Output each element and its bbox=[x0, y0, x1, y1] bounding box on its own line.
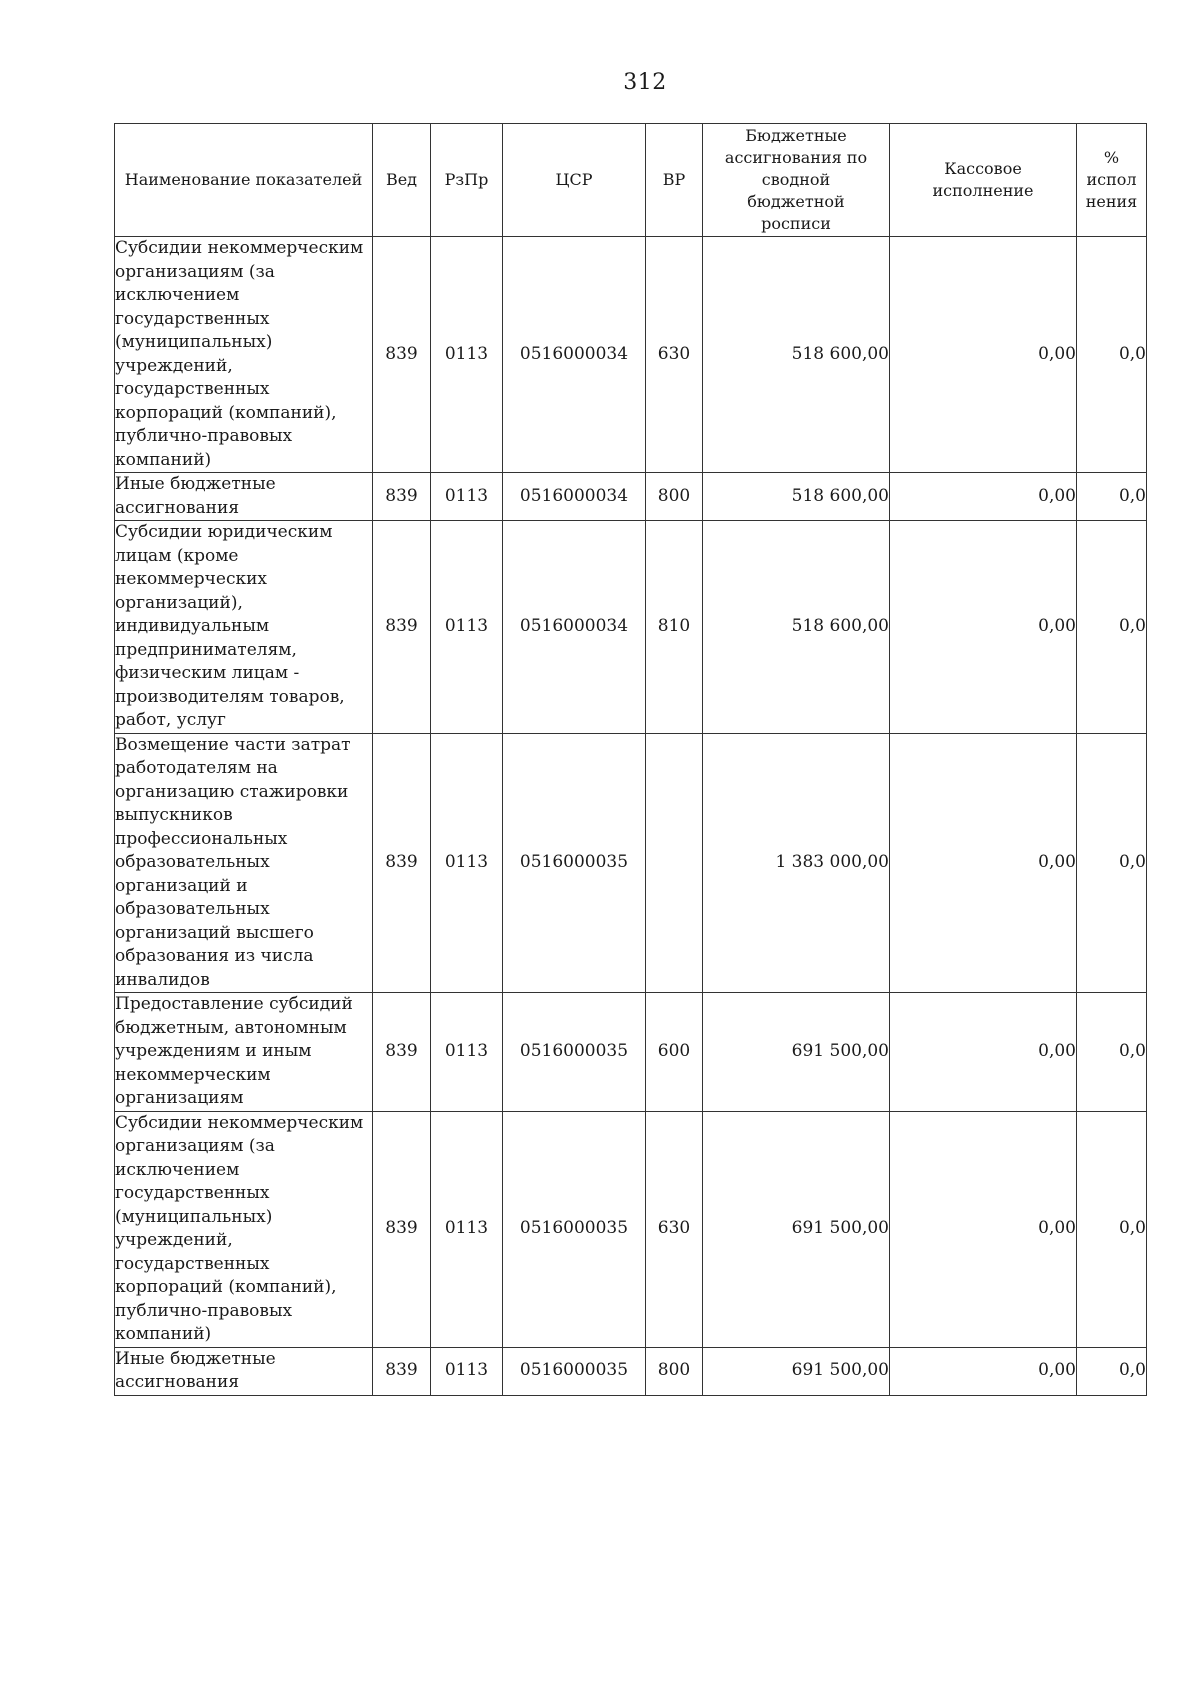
row-csr: 0516000034 bbox=[503, 473, 646, 521]
row-budget: 518 600,00 bbox=[703, 473, 890, 521]
row-cash: 0,00 bbox=[890, 237, 1077, 473]
row-cash: 0,00 bbox=[890, 473, 1077, 521]
row-pct: 0,0 bbox=[1077, 1111, 1147, 1347]
row-rzpr: 0113 bbox=[431, 1347, 503, 1395]
row-ved: 839 bbox=[373, 993, 431, 1112]
row-pct: 0,0 bbox=[1077, 993, 1147, 1112]
header-cash: Кассовое исполнение bbox=[890, 124, 1077, 237]
row-pct: 0,0 bbox=[1077, 733, 1147, 993]
row-budget: 691 500,00 bbox=[703, 1347, 890, 1395]
header-csr: ЦСР bbox=[503, 124, 646, 237]
row-ved: 839 bbox=[373, 237, 431, 473]
row-name: Субсидии юридическим лицам (кроме некоммерческих организаций), индивидуальным предпринимателям, физическим лицам - производителям товаров, работ, услуг bbox=[115, 521, 373, 734]
row-rzpr: 0113 bbox=[431, 237, 503, 473]
row-csr: 0516000035 bbox=[503, 733, 646, 993]
row-vr: 630 bbox=[646, 1111, 703, 1347]
row-ved: 839 bbox=[373, 521, 431, 734]
row-rzpr: 0113 bbox=[431, 521, 503, 734]
row-vr: 800 bbox=[646, 1347, 703, 1395]
table-row bbox=[115, 993, 1147, 1112]
header-ved: Вед bbox=[373, 124, 431, 237]
row-csr: 0516000035 bbox=[503, 1111, 646, 1347]
row-rzpr: 0113 bbox=[431, 993, 503, 1112]
row-budget: 518 600,00 bbox=[703, 521, 890, 734]
row-csr: 0516000034 bbox=[503, 521, 646, 734]
table-row bbox=[115, 473, 1147, 521]
row-pct: 0,0 bbox=[1077, 521, 1147, 734]
header-vr: ВР bbox=[646, 124, 703, 237]
table-row bbox=[115, 1111, 1147, 1347]
budget-execution-table bbox=[114, 123, 1147, 1396]
row-cash: 0,00 bbox=[890, 1347, 1077, 1395]
row-rzpr: 0113 bbox=[431, 473, 503, 521]
row-ved: 839 bbox=[373, 473, 431, 521]
row-cash: 0,00 bbox=[890, 1111, 1077, 1347]
row-cash: 0,00 bbox=[890, 993, 1077, 1112]
header-budget: Бюджетные ассигнования по сводной бюджетной росписи bbox=[703, 124, 890, 237]
row-ved: 839 bbox=[373, 1347, 431, 1395]
table-row bbox=[115, 521, 1147, 734]
row-name: Иные бюджетные ассигнования bbox=[115, 1347, 373, 1395]
table-row bbox=[115, 733, 1147, 993]
row-name: Субсидии некоммерческим организациям (за исключением государственных (муниципальных) учреждений, государственных корпораций (компаний), публично-правовых компаний) bbox=[115, 237, 373, 473]
row-name: Субсидии некоммерческим организациям (за исключением государственных (муниципальных) учреждений, государственных корпораций (компаний), публично-правовых компаний) bbox=[115, 1111, 373, 1347]
row-name: Предоставление субсидий бюджетным, автономным учреждениям и иным некоммерческим организациям bbox=[115, 993, 373, 1112]
row-rzpr: 0113 bbox=[431, 1111, 503, 1347]
row-pct: 0,0 bbox=[1077, 1347, 1147, 1395]
row-rzpr: 0113 bbox=[431, 733, 503, 993]
row-vr: 800 bbox=[646, 473, 703, 521]
row-csr: 0516000035 bbox=[503, 1347, 646, 1395]
row-pct: 0,0 bbox=[1077, 473, 1147, 521]
row-budget: 691 500,00 bbox=[703, 993, 890, 1112]
row-budget: 1 383 000,00 bbox=[703, 733, 890, 993]
row-vr: 600 bbox=[646, 993, 703, 1112]
row-vr: 630 bbox=[646, 237, 703, 473]
header-rzpr: РзПр bbox=[431, 124, 503, 237]
row-pct: 0,0 bbox=[1077, 237, 1147, 473]
table-header-row bbox=[115, 124, 1147, 237]
row-cash: 0,00 bbox=[890, 521, 1077, 734]
row-budget: 691 500,00 bbox=[703, 1111, 890, 1347]
header-pct: % испол нения bbox=[1077, 124, 1147, 237]
row-vr bbox=[646, 733, 703, 993]
row-cash: 0,00 bbox=[890, 733, 1077, 993]
row-ved: 839 bbox=[373, 1111, 431, 1347]
header-name: Наименование показателей bbox=[115, 124, 373, 237]
table-row bbox=[115, 237, 1147, 473]
row-name: Возмещение части затрат работодателям на организацию стажировки выпускников профессиональных образовательных организаций и образовательных организаций высшего образования из числа инвалидов bbox=[115, 733, 373, 993]
row-vr: 810 bbox=[646, 521, 703, 734]
table-row bbox=[115, 1347, 1147, 1395]
row-budget: 518 600,00 bbox=[703, 237, 890, 473]
row-ved: 839 bbox=[373, 733, 431, 993]
row-name: Иные бюджетные ассигнования bbox=[115, 473, 373, 521]
row-csr: 0516000035 bbox=[503, 993, 646, 1112]
page-number: 312 bbox=[623, 70, 667, 95]
row-csr: 0516000034 bbox=[503, 237, 646, 473]
